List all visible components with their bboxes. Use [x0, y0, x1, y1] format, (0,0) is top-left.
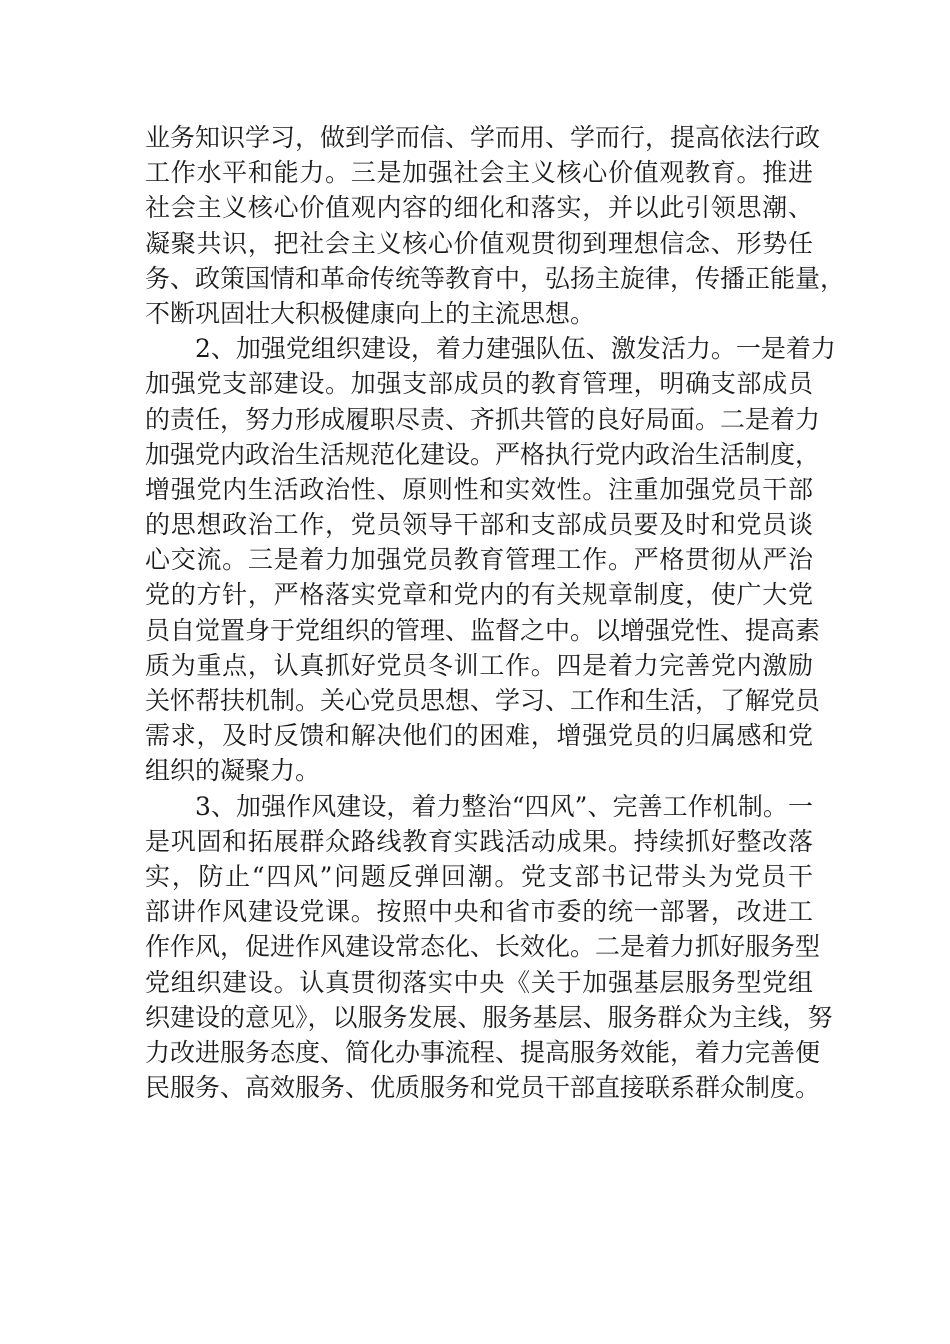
text-line: 的思想政治工作，党员领导干部和支部成员要及时和党员谈 — [145, 510, 813, 540]
paragraph-2 — [145, 331, 836, 788]
text-line: 3、加强作风建设，着力整治“四风”、完善工作机制。一 — [195, 791, 813, 821]
text-line: 增强党内生活政治性、原则性和实效性。注重加强党员干部 — [145, 474, 813, 504]
text-line: 民服务、高效服务、优质服务和党员干部直接联系群众制度。 — [145, 1073, 821, 1103]
document-body — [145, 120, 846, 1105]
text-line: 是巩固和拓展群众路线教育实践活动成果。持续抓好整改落 — [145, 826, 813, 856]
text-line: 质为重点，认真抓好党员冬训工作。四是着力完善党内激励 — [145, 650, 813, 680]
text-line: 作作风，促进作风建设常态化、长效化。二是着力抓好服务型 — [145, 932, 821, 962]
text-line: 2、加强党组织建设，着力建强队伍、激发活力。一是着力 — [195, 334, 836, 364]
text-line: 需求，及时反馈和解决他们的困难，增强党员的归属感和党 — [145, 721, 813, 751]
text-line: 的责任，努力形成履职尽责、齐抓共管的良好局面。二是着力 — [145, 404, 821, 434]
text-line: 业务知识学习，做到学而信、学而用、学而行，提高依法行政 — [145, 123, 821, 152]
text-line: 加强党支部建设。加强支部成员的教育管理，明确支部成员 — [145, 369, 813, 399]
text-line: 心交流。三是着力加强党员教育管理工作。严格贯彻从严治 — [145, 545, 813, 575]
text-line: 务、政策国情和革命传统等教育中，弘扬主旋律，传播正能量， — [145, 263, 846, 293]
text-line: 力改进服务态度、简化办事流程、提高服务效能，着力完善便 — [145, 1037, 821, 1067]
text-line: 部讲作风建设党课。按照中央和省市委的统一部署，改进工 — [145, 897, 813, 927]
text-line: 织建设的意见》，以服务发展、服务基层、服务群众为主线，努 — [145, 1002, 833, 1032]
text-line: 凝聚共识，把社会主义核心价值观贯彻到理想信念、形势任 — [145, 228, 813, 258]
paragraph-3 — [145, 789, 833, 1106]
paragraph-1 — [145, 120, 846, 331]
text-line: 组织的凝聚力。 — [145, 756, 321, 786]
text-line: 社会主义核心价值观内容的细化和落实，并以此引领思潮、 — [145, 193, 813, 223]
text-line: 党的方针，严格落实党章和党内的有关规章制度，使广大党 — [145, 580, 813, 610]
text-line: 关怀帮扶机制。关心党员思想、学习、工作和生活，了解党员 — [145, 686, 821, 715]
text-line: 党组织建设。认真贯彻落实中央《关于加强基层服务型党组 — [145, 967, 813, 997]
text-line: 员自觉置身于党组织的管理、监督之中。以增强党性、提高素 — [145, 615, 821, 645]
text-line: 工作水平和能力。三是加强社会主义核心价值观教育。推进 — [145, 158, 813, 188]
text-line: 不断巩固壮大积极健康向上的主流思想。 — [145, 298, 596, 328]
text-line: 实，防止“四风”问题反弹回潮。党支部书记带头为党员干 — [145, 861, 813, 891]
text-line: 加强党内政治生活规范化建设。严格执行党内政治生活制度， — [145, 439, 821, 469]
